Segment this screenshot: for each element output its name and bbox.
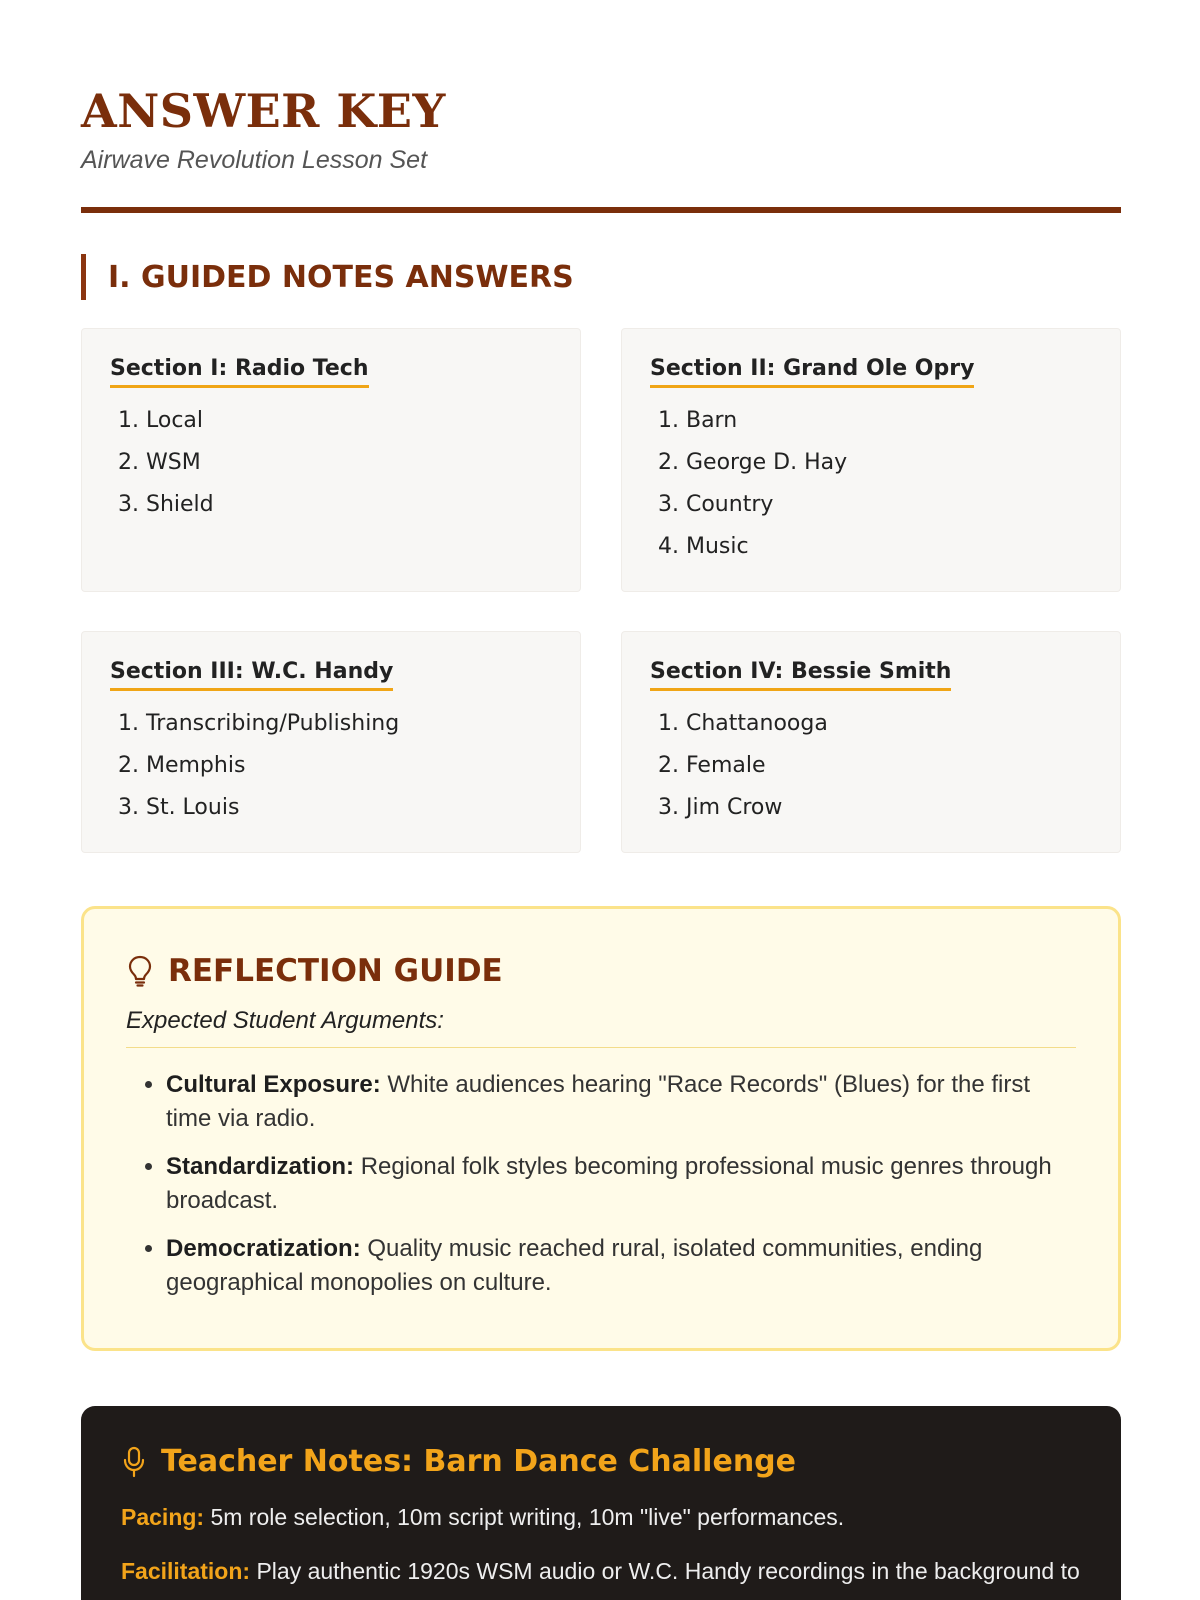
page-title: ANSWER KEY xyxy=(81,84,446,138)
teacher-notes-panel xyxy=(81,1406,1121,1600)
facilitation-note xyxy=(121,1555,1081,1587)
argument-item xyxy=(166,1068,1076,1136)
answer-item: 1. Local xyxy=(118,408,204,433)
answer-card-title: Section IV: Bessie Smith xyxy=(650,658,951,691)
reflection-header xyxy=(126,953,1076,989)
answer-card-title: Section II: Grand Ole Opry xyxy=(650,355,974,388)
answer-list xyxy=(650,400,1092,568)
guided-notes-heading-text: I. GUIDED NOTES ANSWERS xyxy=(108,259,574,295)
answer-card-bessie-smith xyxy=(621,631,1121,853)
argument-label: Cultural Exposure: xyxy=(166,1071,381,1098)
answer-item: 1. Transcribing/Publishing xyxy=(118,711,400,736)
pacing-note xyxy=(121,1501,1081,1533)
teacher-notes-title: Teacher Notes: Barn Dance Challenge xyxy=(161,1444,796,1479)
answer-card-radio-tech xyxy=(81,328,581,592)
argument-item xyxy=(166,1232,1076,1300)
page-subtitle: Airwave Revolution Lesson Set xyxy=(81,146,428,174)
argument-item xyxy=(166,1150,1076,1218)
answer-card-grand-ole-opry xyxy=(621,328,1121,592)
pacing-label: Pacing: xyxy=(121,1504,205,1530)
argument-text: White audiences hearing "Race Records" (Blues) for the first time via radio. xyxy=(166,1071,1031,1132)
answer-list xyxy=(110,703,552,829)
answer-item: 2. George D. Hay xyxy=(658,450,848,475)
argument-list xyxy=(126,1068,1076,1300)
answer-card-wc-handy xyxy=(81,631,581,853)
reflection-guide-panel xyxy=(81,906,1121,1351)
answer-item: 3. Shield xyxy=(118,492,214,517)
answer-item: 2. WSM xyxy=(118,450,201,475)
reflection-subtitle: Expected Student Arguments: xyxy=(126,1007,1076,1048)
answer-list xyxy=(650,703,1092,829)
answer-item: 3. Country xyxy=(658,492,774,517)
facilitation-text: Play authentic 1920s WSM audio or W.C. Handy recordings in the background to xyxy=(256,1558,1080,1584)
microphone-icon xyxy=(121,1445,147,1479)
header-divider xyxy=(81,207,1121,213)
argument-label: Standardization: xyxy=(166,1153,355,1180)
answer-item: 2. Female xyxy=(658,753,766,778)
page-header xyxy=(81,80,1121,175)
answer-item: 3. St. Louis xyxy=(118,795,240,820)
facilitation-label: Facilitation: xyxy=(121,1558,251,1584)
answer-card-title: Section I: Radio Tech xyxy=(110,355,369,388)
guided-notes-heading xyxy=(81,254,574,300)
answer-list xyxy=(110,400,552,526)
argument-text: Quality music reached rural, isolated communities, ending geographical monopolies on culture. xyxy=(166,1235,983,1296)
answer-item: 3. Jim Crow xyxy=(658,795,783,820)
answer-item: 1. Barn xyxy=(658,408,738,433)
argument-text: Regional folk styles becoming professional music genres through broadcast. xyxy=(166,1153,1052,1214)
argument-label: Democratization: xyxy=(166,1235,361,1262)
answer-item: 1. Chattanooga xyxy=(658,711,828,736)
pacing-text: 5m role selection, 10m script writing, 10m "live" performances. xyxy=(210,1504,845,1530)
lightbulb-icon xyxy=(126,954,154,988)
answer-item: 4. Music xyxy=(658,534,749,559)
answer-card-title: Section III: W.C. Handy xyxy=(110,658,393,691)
teacher-notes-header xyxy=(121,1444,1081,1479)
answer-item: 2. Memphis xyxy=(118,753,246,778)
reflection-title: REFLECTION GUIDE xyxy=(168,953,503,989)
